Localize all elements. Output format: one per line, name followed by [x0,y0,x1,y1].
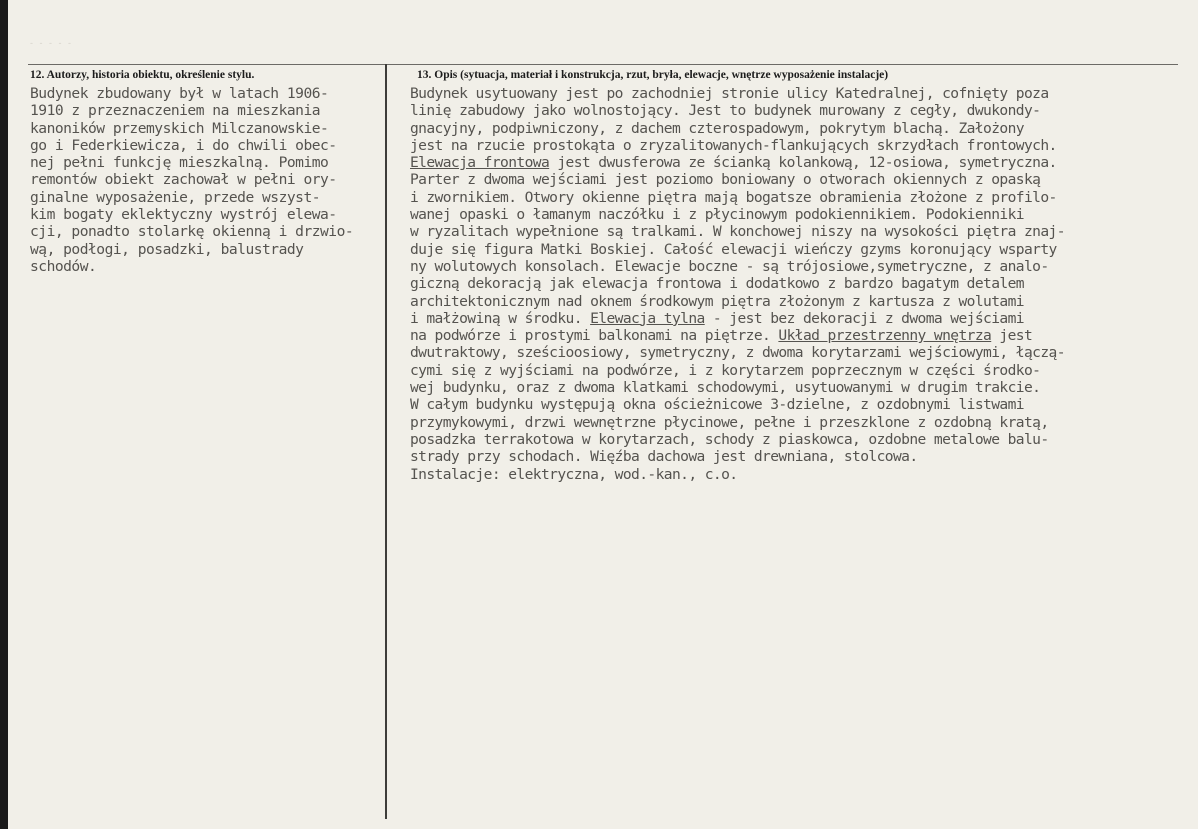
text-line: ginalne wyposażenie, przede wszyst- [30,188,321,206]
text-segment: wanej opaski o łamanym naczółku i z płycinowym podokiennikiem. Podokienniki [410,206,1024,224]
text-segment: gnacyjny, podpiwniczony, z dachem czterospadowym, pokrytym blachą. Założony [410,119,1024,137]
text-line [410,310,1065,327]
text-segment: cymi się z wyjściami na podwórze, i z korytarzem poprzecznym w części środko- [410,361,1041,379]
text-line: Budynek zbudowany był w latach 1906- [30,85,329,102]
section-13-text [410,85,1065,483]
text-line [410,85,1065,102]
text-line: kanoników przemyskich Milczanowskie- [30,119,329,137]
text-segment: w ryzalitach wypełnione są tralkami. W konchowej niszy na wysokości piętra znaj- [410,223,1065,241]
underlined-term: Elewacja tylna [590,309,705,327]
text-line [410,396,1065,413]
text-segment: dwutraktowy, sześcioosiowy, symetryczny, z dwoma korytarzami wejściowymi, łączą- [410,344,1065,362]
text-line: wą, podłogi, posadzki, balustrady [30,240,304,258]
text-segment: przymykowymi, drzwi wewnętrzne płycinowe, pełne i przeszklone z ozdobną kratą, [410,413,1049,431]
text-line: go i Federkiewicza, i do chwili obec- [30,136,337,154]
underlined-term: Układ przestrzenny wnętrza [778,327,992,345]
text-segment: jest na rzucie prostokąta o zryzalitowanych-flankujących skrzydłach frontowych. [410,136,1057,154]
text-line [410,102,1065,119]
text-line [410,431,1065,448]
text-line: remontów obiekt zachował w pełni ory- [30,171,337,189]
text-line: nej pełni funkcję mieszkalną. Pomimo [30,154,329,172]
text-segment: strady przy schodach. Więźba dachowa jest drewniana, stolcowa. [410,448,918,466]
top-rule [28,64,1178,65]
text-segment: jest [991,327,1033,345]
text-line [410,154,1065,171]
text-segment: Parter z dwoma wejściami jest poziomo boniowany o otworach okiennych z opaską [410,171,1041,189]
text-segment: na podwórze i prostymi balkonami na piętrze. [410,327,779,345]
text-segment: wej budynku, oraz z dwoma klatkami schodowymi, usytuowanymi w drugim trakcie. [410,379,1041,397]
text-line [410,362,1065,379]
text-line [410,379,1065,396]
text-segment: architektonicznym nad oknem środkowym piętra złożonym z kartusza z wolutami [410,292,1024,310]
section-12-heading: 12. Autorzy, historia obiektu, określenie stylu. [30,69,255,81]
text-segment: posadzka terrakotowa w korytarzach, schody z piaskowca, ozdobne metalowe balu- [410,430,1049,448]
text-segment: duje się figura Matki Boskiej. Całość elewacji wieńczy gzyms koronujący wsparty [410,240,1057,258]
text-segment: linię zabudowy jako wolnostojący. Jest to budynek murowany z cegły, dwukondy- [410,102,1041,120]
text-line [410,171,1065,188]
text-segment: ny wolutowych konsolach. Elewacje boczne - są trójosiowe,symetryczne, z analo- [410,257,1049,275]
text-line [410,189,1065,206]
text-line [410,120,1065,137]
text-line [410,448,1065,465]
text-segment: i małżowiną w środku. [410,309,591,327]
text-line [410,414,1065,431]
faint-header-text: - - - - - [30,38,73,48]
text-line: 1910 z przeznaczeniem na mieszkania [30,102,321,120]
column-divider [385,64,387,819]
text-segment: Instalacje: elektryczna, wod.-kan., c.o. [410,465,738,483]
text-segment: i zwornikiem. Otwory okienne piętra mają bogatsze obramienia złożone z profilo- [410,188,1057,206]
text-line: schodów. [30,257,97,275]
text-line: cji, ponadto stolarkę okienną i drzwio- [30,223,354,241]
text-line [410,293,1065,310]
text-line [410,344,1065,361]
text-line [410,327,1065,344]
text-segment: jest dwusferowa ze ścianką kolankową, 12-osiowa, symetryczna. [549,154,1057,172]
text-segment: Budynek usytuowany jest po zachodniej stronie ulicy Katedralnej, cofnięty poza [410,85,1049,102]
text-line [410,258,1065,275]
text-line [410,137,1065,154]
section-12-text [30,85,353,275]
section-13-heading: 13. Opis (sytuacja, materiał i konstrukcja, rzut, bryła, elewacje, wnętrze wyposażenie instalacje) [417,69,889,81]
underlined-term: Elewacja frontowa [410,154,550,172]
text-line [410,466,1065,483]
text-segment: W całym budynku występują okna ościeżnicowe 3-dzielne, z ozdobnymi listwami [410,396,1024,414]
text-line [410,275,1065,292]
text-line [410,241,1065,258]
text-line [410,206,1065,223]
document-card [8,0,1198,829]
text-segment: giczną dekoracją jak elewacja frontowa i dodatkowo z bardzo bagatym detalem [410,275,1024,293]
text-segment: - jest bez dekoracji z dwoma wejściami [704,309,1024,327]
text-line: kim bogaty eklektyczny wystrój elewa- [30,206,337,224]
text-line [410,223,1065,240]
